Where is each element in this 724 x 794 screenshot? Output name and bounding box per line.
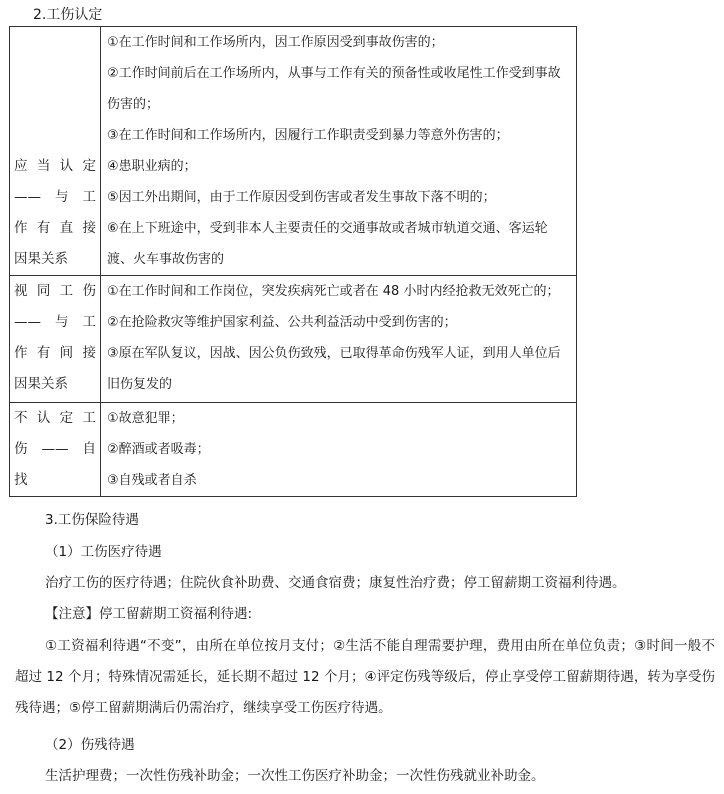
items-cell (101, 276, 577, 403)
list-item: ①在工作时间和工作岗位，突发疾病死亡或者在 48 小时内经抢救无效死亡的； (107, 284, 560, 299)
category-line: 应当认定 (14, 158, 96, 174)
list-item: ⑤因工外出期间，由于工作原因受到伤害或者发生事故下落不明的； (107, 190, 496, 205)
section-title-injury-recognition: 2.工伤认定 (33, 7, 103, 23)
list-item: ①故意犯罪； (107, 411, 184, 426)
category-cell (10, 27, 101, 276)
medical-benefits-text: 治疗工伤的医疗待遇；住院伙食补助费、交通食宿费；康复性治疗费；停工留薪期工资福利待遇。 (45, 575, 626, 591)
category-line: 不认定工 (14, 410, 96, 426)
category-line: 因果关系 (14, 251, 68, 267)
category-line: 找 (14, 472, 28, 488)
category-line: ——与工 (14, 189, 96, 205)
category-line: 作有直接 (14, 220, 96, 236)
table-row (10, 27, 577, 276)
list-item: ①在工作时间和工作场所内，因工作原因受到事故伤害的； (107, 35, 444, 50)
table-row (10, 403, 577, 497)
disability-benefits-text: 生活护理费；一次性伤残补助金；一次性工伤医疗补助金；一次性伤残就业补助金。 (45, 768, 545, 784)
items-cell (101, 403, 577, 497)
table-row (10, 276, 577, 403)
category-line: 伤——自 (14, 441, 96, 457)
category-cell (10, 403, 101, 497)
subsection-title-disability: （2）伤残待遇 (45, 737, 135, 753)
category-cell (10, 276, 101, 403)
category-line: ——与工 (14, 314, 96, 330)
list-item: ④患职业病的； (107, 159, 197, 174)
list-item: ⑥在上下班途中，受到非本人主要责任的交通事故或者城市轨道交通、客运轮渡、火车事故伤害的 (107, 221, 548, 267)
injury-recognition-table (9, 26, 577, 497)
category-line: 因果关系 (14, 376, 68, 392)
items-cell (101, 27, 577, 276)
list-item: ③自残或者自杀 (107, 473, 197, 488)
category-line: 作有间接 (14, 345, 96, 361)
note-title: 【注意】停工留薪期工资福利待遇: (45, 606, 253, 622)
list-item: ②醉酒或者吸毒； (107, 442, 210, 457)
section-title-benefits: 3.工伤保险待遇 (45, 512, 139, 528)
note-paragraph: ①工资福利待遇“不变”，由所在单位按月支付；②生活不能自理需要护理，费用由所在单位负责；③时间一般不超过 12 个月；特殊情况需延长，延长期不超过 12 个月；④评定伤残等级后，停止享受停工留薪期待遇，转为享受伤残待遇；⑤停工留薪期满后仍需治疗，继续享受工伤医疗待遇。 (15, 638, 715, 716)
list-item: ②在抢险救灾等维护国家利益、公共利益活动中受到伤害的； (107, 315, 457, 330)
subsection-title-medical: （1）工伤医疗待遇 (45, 544, 162, 560)
list-item: ②工作时间前后在工作场所内，从事与工作有关的预备性或收尾性工作受到事故伤害的； (107, 66, 561, 112)
list-item: ③原在军队复议，因战、因公负伤致残，已取得革命伤残军人证，到用人单位后旧伤复发的 (107, 346, 561, 392)
category-line: 视同工伤 (14, 283, 96, 299)
list-item: ③在工作时间和工作场所内，因履行工作职责受到暴力等意外伤害的； (107, 128, 509, 143)
